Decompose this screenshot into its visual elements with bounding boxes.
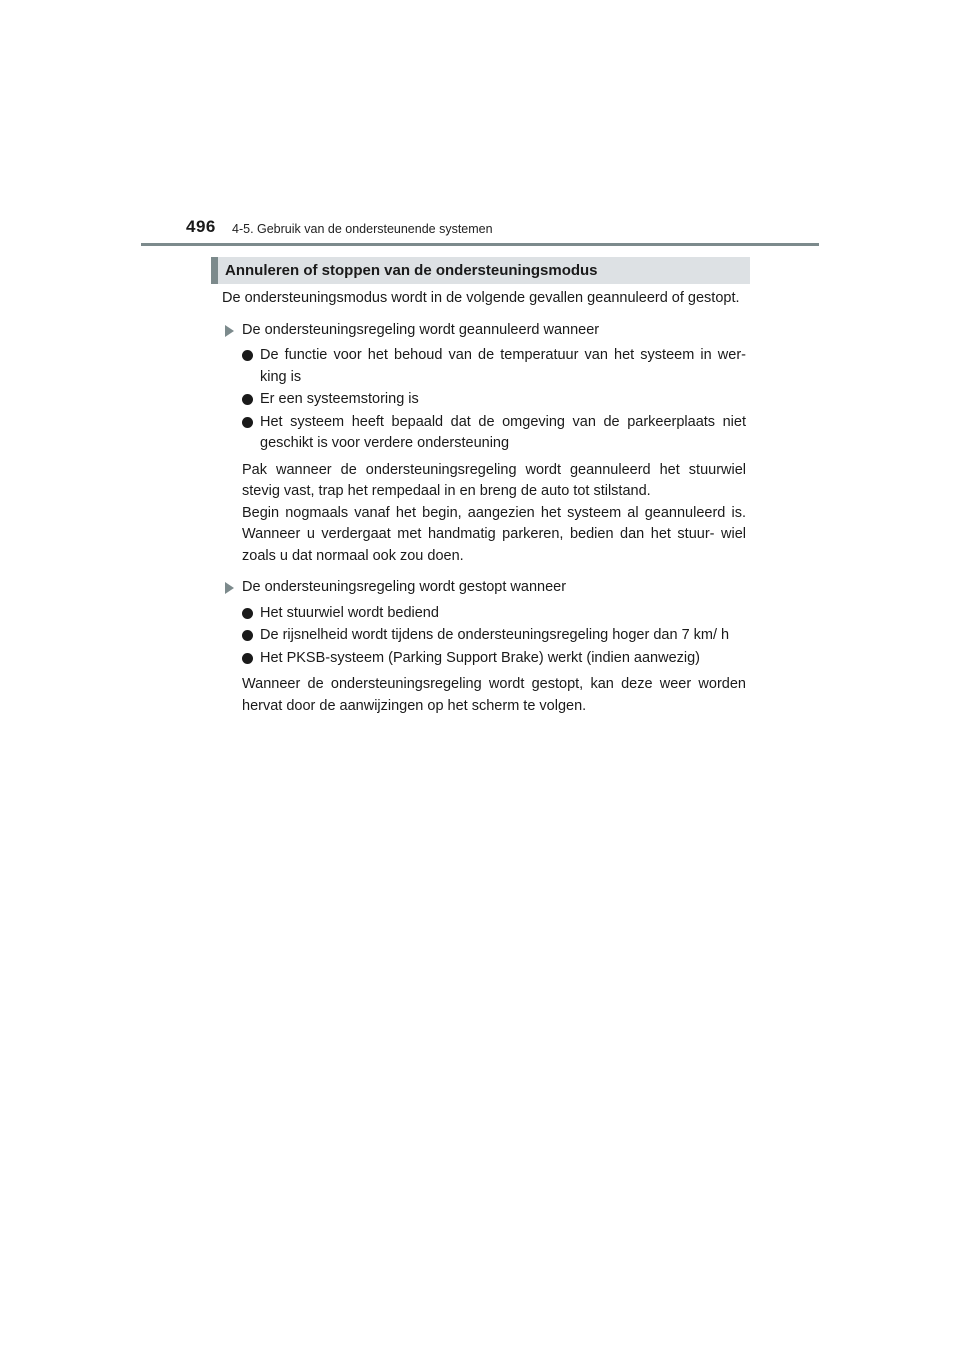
cancel-list: [242, 345, 746, 455]
cancel-note-1: Pak wanneer de ondersteuningsregeling wordt geannuleerd het stuurwiel stevig vast, trap het rempedaal in en breng de auto tot stilstand.: [242, 461, 746, 499]
list-item-text: Het systeem heeft bepaald dat de omgeving van de parkeerplaats niet geschikt is voor verdere ondersteuning: [260, 413, 746, 451]
bullet-dot-icon: [242, 630, 253, 641]
header-divider: [141, 243, 819, 246]
bullet-dot-icon: [242, 394, 253, 405]
list-item: [242, 345, 746, 388]
stop-note: Wanneer de ondersteuningsregeling wordt gestopt, kan deze weer worden hervat door de aanwijzingen op het scherm te volgen.: [242, 676, 746, 714]
list-item: [242, 412, 746, 455]
triangle-bullet-icon: [225, 325, 234, 337]
list-item: [242, 389, 746, 411]
list-item-text: Er een systeemstoring is: [260, 391, 419, 407]
cancel-subheading: [222, 320, 746, 342]
section-body: [222, 288, 746, 717]
list-item-text: Het stuurwiel wordt bediend: [260, 604, 439, 621]
bullet-dot-icon: [242, 608, 253, 619]
section-title: Annuleren of stoppen van de ondersteuningsmodus: [211, 257, 750, 284]
running-header: 4-5. Gebruik van de ondersteunende systemen: [232, 222, 493, 236]
bullet-dot-icon: [242, 653, 253, 664]
intro-paragraph: De ondersteuningsmodus wordt in de volgende gevallen geannuleerd of gestopt.: [222, 290, 740, 306]
stop-subheading: [222, 577, 746, 599]
page-number: 496: [186, 217, 216, 236]
bullet-dot-icon: [242, 417, 253, 428]
list-item: [242, 603, 746, 625]
cancel-heading-text: De ondersteuningsregeling wordt geannuleerd wanneer: [242, 321, 600, 338]
triangle-bullet-icon: [225, 582, 234, 594]
list-item-text: De functie voor het behoud van de temperatuur van het systeem in wer- king is: [260, 347, 746, 385]
bullet-dot-icon: [242, 350, 253, 361]
cancel-note-2: Begin nogmaals vanaf het begin, aangezien het systeem al geannuleerd is. Wanneer u verdergaat met handmatig parkeren, bedien dan het stuur- wiel zoals u dat normaal ook zou doen.: [242, 504, 746, 564]
list-item: [242, 625, 746, 647]
stop-list: [242, 603, 746, 670]
list-item-text: Het PKSB-systeem (Parking Support Brake) werkt (indien aanwezig): [260, 649, 701, 666]
stop-heading-text: De ondersteuningsregeling wordt gestopt wanneer: [242, 579, 567, 595]
list-item: [242, 648, 746, 670]
list-item-text: De rijsnelheid wordt tijdens de ondersteuningsregeling hoger dan 7 km/ h: [260, 627, 730, 643]
